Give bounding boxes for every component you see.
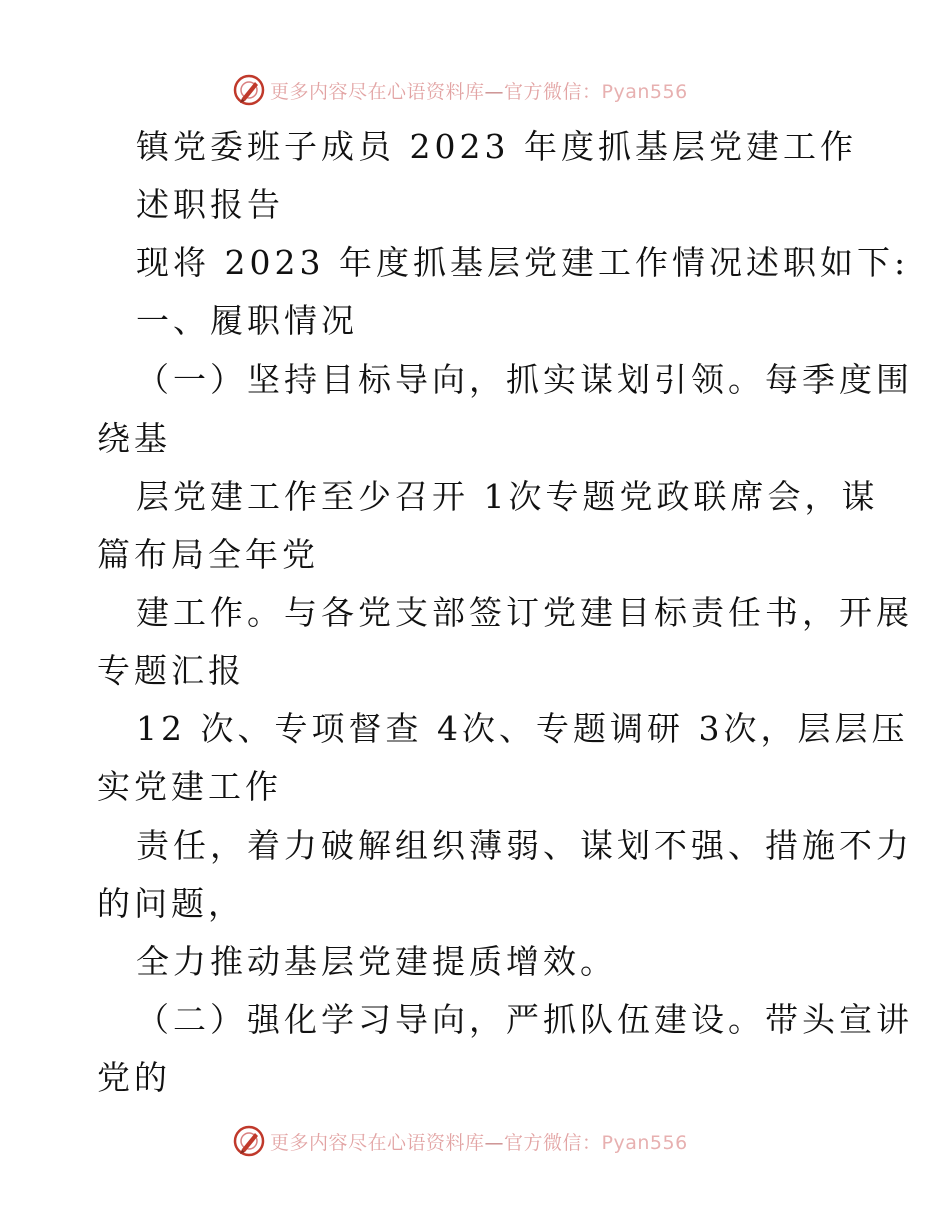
body-line: 专题汇报 — [97, 651, 245, 690]
body-line: （二）强化学习导向，严抓队伍建设。带头宣讲 — [136, 1000, 913, 1039]
header-watermark — [232, 70, 752, 110]
watermark-text — [270, 77, 688, 104]
watermark-contact-label: 官方微信： — [504, 1131, 602, 1154]
body-line: 的问题， — [97, 884, 245, 923]
document-title-line-2: 述职报告 — [136, 185, 284, 224]
body-line: 12 次、专项督查 4次、专题调研 3次，层层压 — [136, 709, 909, 748]
body-line: （一）坚持目标导向，抓实谋划引领。每季度围 — [136, 360, 913, 399]
watermark-contact-id: Pyan556 — [601, 1131, 688, 1154]
body-line: 层党建工作至少召开 1次专题党政联席会，谋 — [136, 477, 879, 516]
body-line: 绕基 — [97, 419, 171, 458]
body-line: 全力推动基层党建提质增效。 — [136, 942, 617, 981]
watermark-cn: 更多内容尽在心语资料库 — [270, 1131, 485, 1154]
watermark-text — [270, 1128, 688, 1155]
section-heading: 一、履职情况 — [136, 301, 358, 340]
body-line: 责任，着力破解组织薄弱、谋划不强、措施不力 — [136, 826, 913, 865]
pen-logo-icon — [232, 73, 266, 107]
body-line: 实党建工作 — [97, 767, 282, 806]
watermark-cn: 更多内容尽在心语资料库 — [270, 80, 485, 103]
body-line: 现将 2023 年度抓基层党建工作情况述职如下: — [136, 243, 910, 282]
document-title-line-1: 镇党委班子成员 2023 年度抓基层党建工作 — [136, 127, 857, 166]
watermark-separator: — — [484, 80, 505, 103]
watermark-contact-label: 官方微信： — [504, 80, 602, 103]
body-line: 篇布局全年党 — [97, 535, 319, 574]
footer-watermark — [232, 1121, 752, 1161]
watermark-separator: — — [484, 1131, 505, 1154]
watermark-contact-id: Pyan556 — [601, 80, 688, 103]
body-line: 党的 — [97, 1058, 171, 1097]
pen-logo-icon — [232, 1124, 266, 1158]
body-line: 建工作。与各党支部签订党建目标责任书，开展 — [136, 593, 913, 632]
